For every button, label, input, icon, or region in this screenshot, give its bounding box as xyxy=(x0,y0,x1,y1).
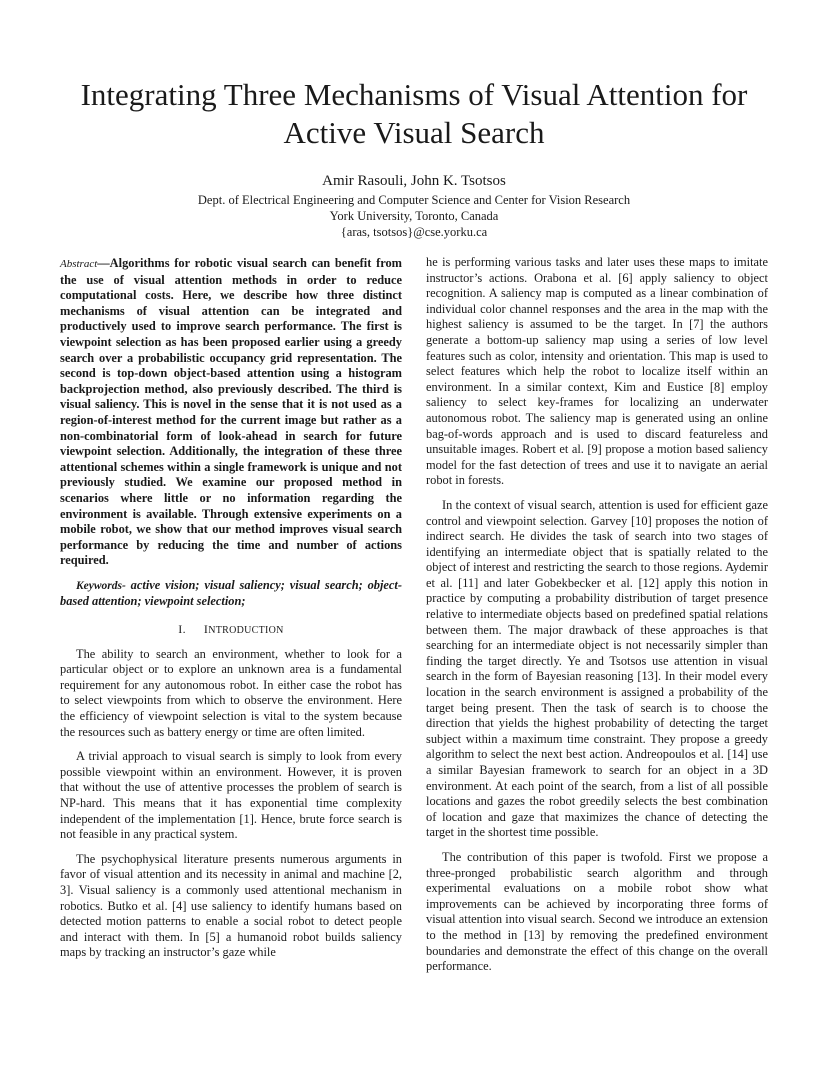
author-list: Amir Rasouli, John K. Tsotsos xyxy=(322,173,506,189)
abstract xyxy=(60,256,402,569)
keywords-label: Keywords- xyxy=(76,579,126,592)
paper-title: Integrating Three Mechanisms of Visual Attention for Active Visual Search xyxy=(80,77,748,150)
body-paragraph: The contribution of this paper is twofold. First we propose a three-pronged probabilistic search algorithm and through experimental evaluations on a mobile robot show what improvements can be achieved by incorporating three forms of visual attention into visual search. Second we introduce an extension to the method in [13] by removing the predefined environment boundaries and demonstrate the effect of this change on the overall performance. xyxy=(426,849,768,974)
section-title-initial: I xyxy=(203,622,209,637)
affiliation-department: Dept. of Electrical Engineering and Computer Science and Center for Vision Research xyxy=(197,193,631,207)
affiliation-email: {aras, tsotsos}@cse.yorku.ca xyxy=(340,225,488,239)
keywords xyxy=(60,578,402,610)
body-paragraph: A trivial approach to visual search is simply to look from every possible viewpoint within an environment. However, it is proven that without the use of attentive processes the problem of search is NP-hard. This means that it has exponential time complexity independent of the implementation [1]. Hence, brute force search is not feasible in any practical system. xyxy=(60,749,402,842)
affiliation-university: York University, Toronto, Canada xyxy=(329,209,499,223)
left-column xyxy=(60,256,402,970)
abstract-label: Abstract xyxy=(60,258,98,270)
body-paragraph: The ability to search an environment, whether to look for a particular object or to explore an unknown area is a fundamental requirement for any autonomous robot. In either case the robot has to select viewpoints from which to observe the environment. Here the efficiency of viewpoint selection is vital to the system because the resources such as battery energy or time are often limited. xyxy=(60,646,402,739)
keywords-text: active vision; visual saliency; visual search; object-based attention; viewpoint selection; xyxy=(60,577,402,609)
section-title-rest: NTRODUCTION xyxy=(208,625,284,637)
right-column xyxy=(426,255,768,984)
abstract-text: —Algorithms for robotic visual search can benefit from the use of visual attention methods in order to reduce computational costs. Here, we describe how three distinct mechanisms of visual attention can be integrated and productively used to improve search performance. The first is viewpoint selection as has been proposed earlier using a greedy search over a probabilistic occupancy grid representation. The second is top-down object-based attention using a histogram backprojection method, also previously described. The third is visual saliency. This is novel in the sense that it is not used as a region-of-interest method for the current image but rather as a non-combinatorial form of look-ahead in search for future viewpoint selection. Additionally, the integration of these three attentional schemes within a single framework is unique and not previously studied. We examine our proposed method in scenarios where little or no information regarding the environment is available. Through extensive experiments on a mobile robot, we show that our method improves visual search performance by reducing the time and number of actions required. xyxy=(60,256,402,568)
section-number: I. xyxy=(178,622,186,637)
affiliation xyxy=(40,192,788,240)
body-paragraph: he is performing various tasks and later uses these maps to imitate instructor’s actions. Orabona et al. [6] apply saliency to object recognition. A saliency map is computed as a linear combination of individual color channel responses and the area in the map with the highest saliency is assumed to be the target. In [7] the authors generate a bottom-up saliency map using a series of low level features such as color, intensity and orientation. This map is used to select features which help the robot to localize itself within an environment. In a similar context, Kim and Eustice [8] employ saliency to select key-frames for localizing an underwater autonomous robot. The saliency map is generated using an online bag-of-words approach and is used to discard featureless and unsuitable images. Robert et al. [9] propose a motion based saliency model for the fast detection of trees and use it to navigate an aerial robot in forests. xyxy=(426,255,768,488)
section-heading-introduction xyxy=(60,622,402,639)
body-paragraph: The psychophysical literature presents numerous arguments in favor of visual attention and its necessity in animal and machine [2, 3]. Visual saliency is a commonly used attentional mechanism in robotics. Butko et al. [4] use saliency to identify humans based on detected motion patterns to enable a social robot to detect people and interact with them. In [5] a humanoid robot builds saliency maps by tracking an instructor’s gaze while xyxy=(60,851,402,960)
body-paragraph: In the context of visual search, attention is used for efficient gaze control and viewpoint selection. Garvey [10] proposes the notion of indirect search. He divides the task of search into two stages of identifying an intermediate object that is spatially related to the object of interest and restricting the search to those regions. Aydemir et al. [11] and later Gobekbecker et al. [12] apply this notion in practice by computing a probability distribution of target presence relative to intermediate objects based on predefined spatial relations between them. The major drawback of these approaches is that searching for an intermediate object is not necessarily simpler than finding the target directly. Ye and Tsotsos use attention in visual search in the form of Bayesian reasoning [13]. In their model every location in the search environment is assigned a probability of the target being present. Then the task of search is to choose the direction that yields the highest probability of detecting the target subject within a maximum time constraint. They propose a greedy algorithm to select the next best action. Andreopoulos et al. [14] use a similar Bayesian framework to search for an object in a 3D environment. At each point of the search, from a list of all possible locations and gazes the robot greedily selects the best combination of location and gaze that maximizes the chance of detecting the target in the shortest time possible. xyxy=(426,497,768,840)
